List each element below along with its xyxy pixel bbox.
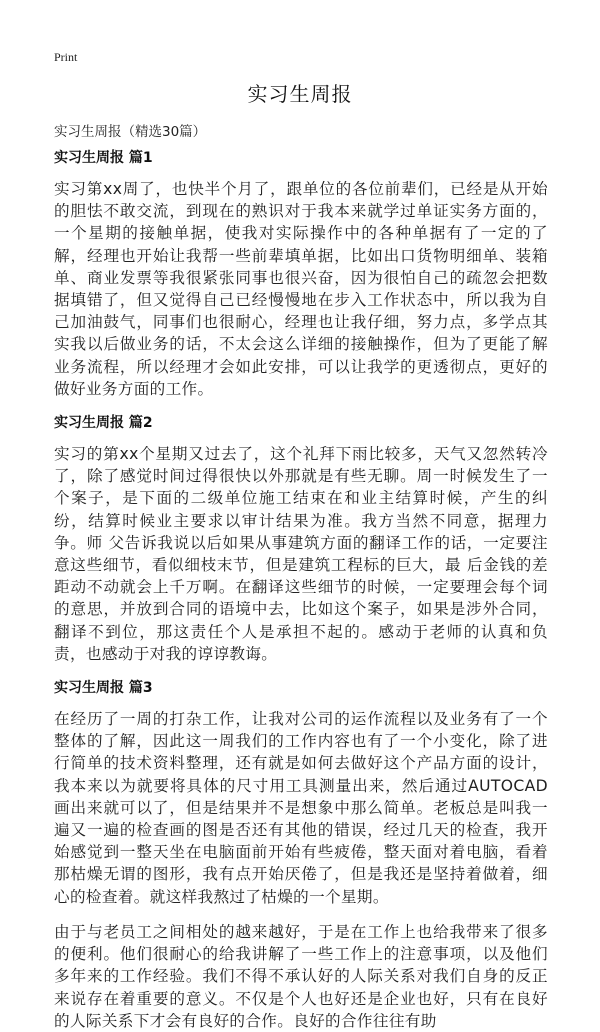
document-title: 实习生周报 — [247, 82, 353, 106]
document-subtitle: 实习生周报（精选30篇） — [54, 124, 207, 140]
paragraph: 在经历了一周的打杂工作，让我对公司的运作流程以及业务有了一个整体的了解，因此这一周我们的工作内容也有了一个小变化，除了进行简单的技术资料整理，还有就是如何去做好这个产品方面的设计，我本来以为就要将具体的尺寸用工具测量出来，然后通过AUTOCAD画出来就可以了，但是结果并不是想象中那么简单。老板总是叫我一遍又一遍的检查画的图是否还有其他的错误，经过几天的检查，我开始感觉到一整天坐在电脑面前开始有些疲倦，整天面对着电脑，看着那枯燥无谓的图形，我有点开始厌倦了，但是我还是坚持着做着，细心的检查着。就这样我熬过了枯燥的一个星期。 — [54, 710, 548, 906]
section-heading: 实习生周报 篇1 — [54, 150, 153, 166]
section-heading: 实习生周报 篇2 — [54, 415, 153, 432]
section-3 — [54, 678, 548, 1032]
document-body — [54, 148, 548, 1032]
print-label: Print — [54, 50, 78, 64]
paragraph: 实习的第xx个星期又过去了，这个礼拜下雨比较多，天气又忽然转冷了，除了感觉时间过得很快以外那就是有些无聊。周一时候发生了一个案子，是下面的二级单位施工结束在和业主结算时候，产生的纠纷，结算时候业主要求以审计结果为准。我方当然不同意，据理力争。师 父告诉我说以后如果从事建筑方面的翻译工作的话，一定要注意这些细节，看似细枝末节，但是建筑工程标的巨大，最 后金钱的差距动不动就会上千万啊。在翻译这些细节的时候，一定要理会每个词的意思，并放到合同的语境中去，比如这个案子，如果是涉外合同，翻译不到位，那这责任个人是承担不起的。感动于老师的认真和负责，也感动于对我的谆谆教诲。 — [54, 445, 548, 663]
paragraph: 由于与老员工之间相处的越来越好，于是在工作上也给我带来了很多的便利。他们很耐心的给我讲解了一些工作上的注意事项，以及他们多年来的工作经验。我们不得不承认好的人际关系对我们自身的反正来说存在着重要的意义。不仅是个人也好还是企业也好，只有在良好的人际关系下才会有良好的合作。良好的合作往往有助 — [54, 922, 548, 1030]
paragraph: 实习第xx周了，也快半个月了，跟单位的各位前辈们，已经是从开始的胆怯不敢交流，到现在的熟识对于我本来就学过单证实务方面的，一个星期的接触单据，使我对实际操作中的各种单据有了一定的了解，经理也开始让我帮一些前辈填单据，比如出口货物明细单、装箱单、商业发票等我很紧张同事也很兴奋，因为很怕自己的疏忽会把数据填错了，但又觉得自己已经慢慢地在步入工作状态中，所以我为自己加油鼓气，同事们也很耐心，经理也让我仔细，努力点，多学点其实我以后做业务的话，不太会这么详细的接触操作，但为了更能了解业务流程，所以经理才会如此安排，可以让我学的更透彻点，更好的做好业务方面的工作。 — [54, 180, 548, 398]
section-heading: 实习生周报 篇3 — [54, 680, 153, 697]
section-1 — [54, 148, 548, 400]
section-2 — [54, 413, 548, 665]
